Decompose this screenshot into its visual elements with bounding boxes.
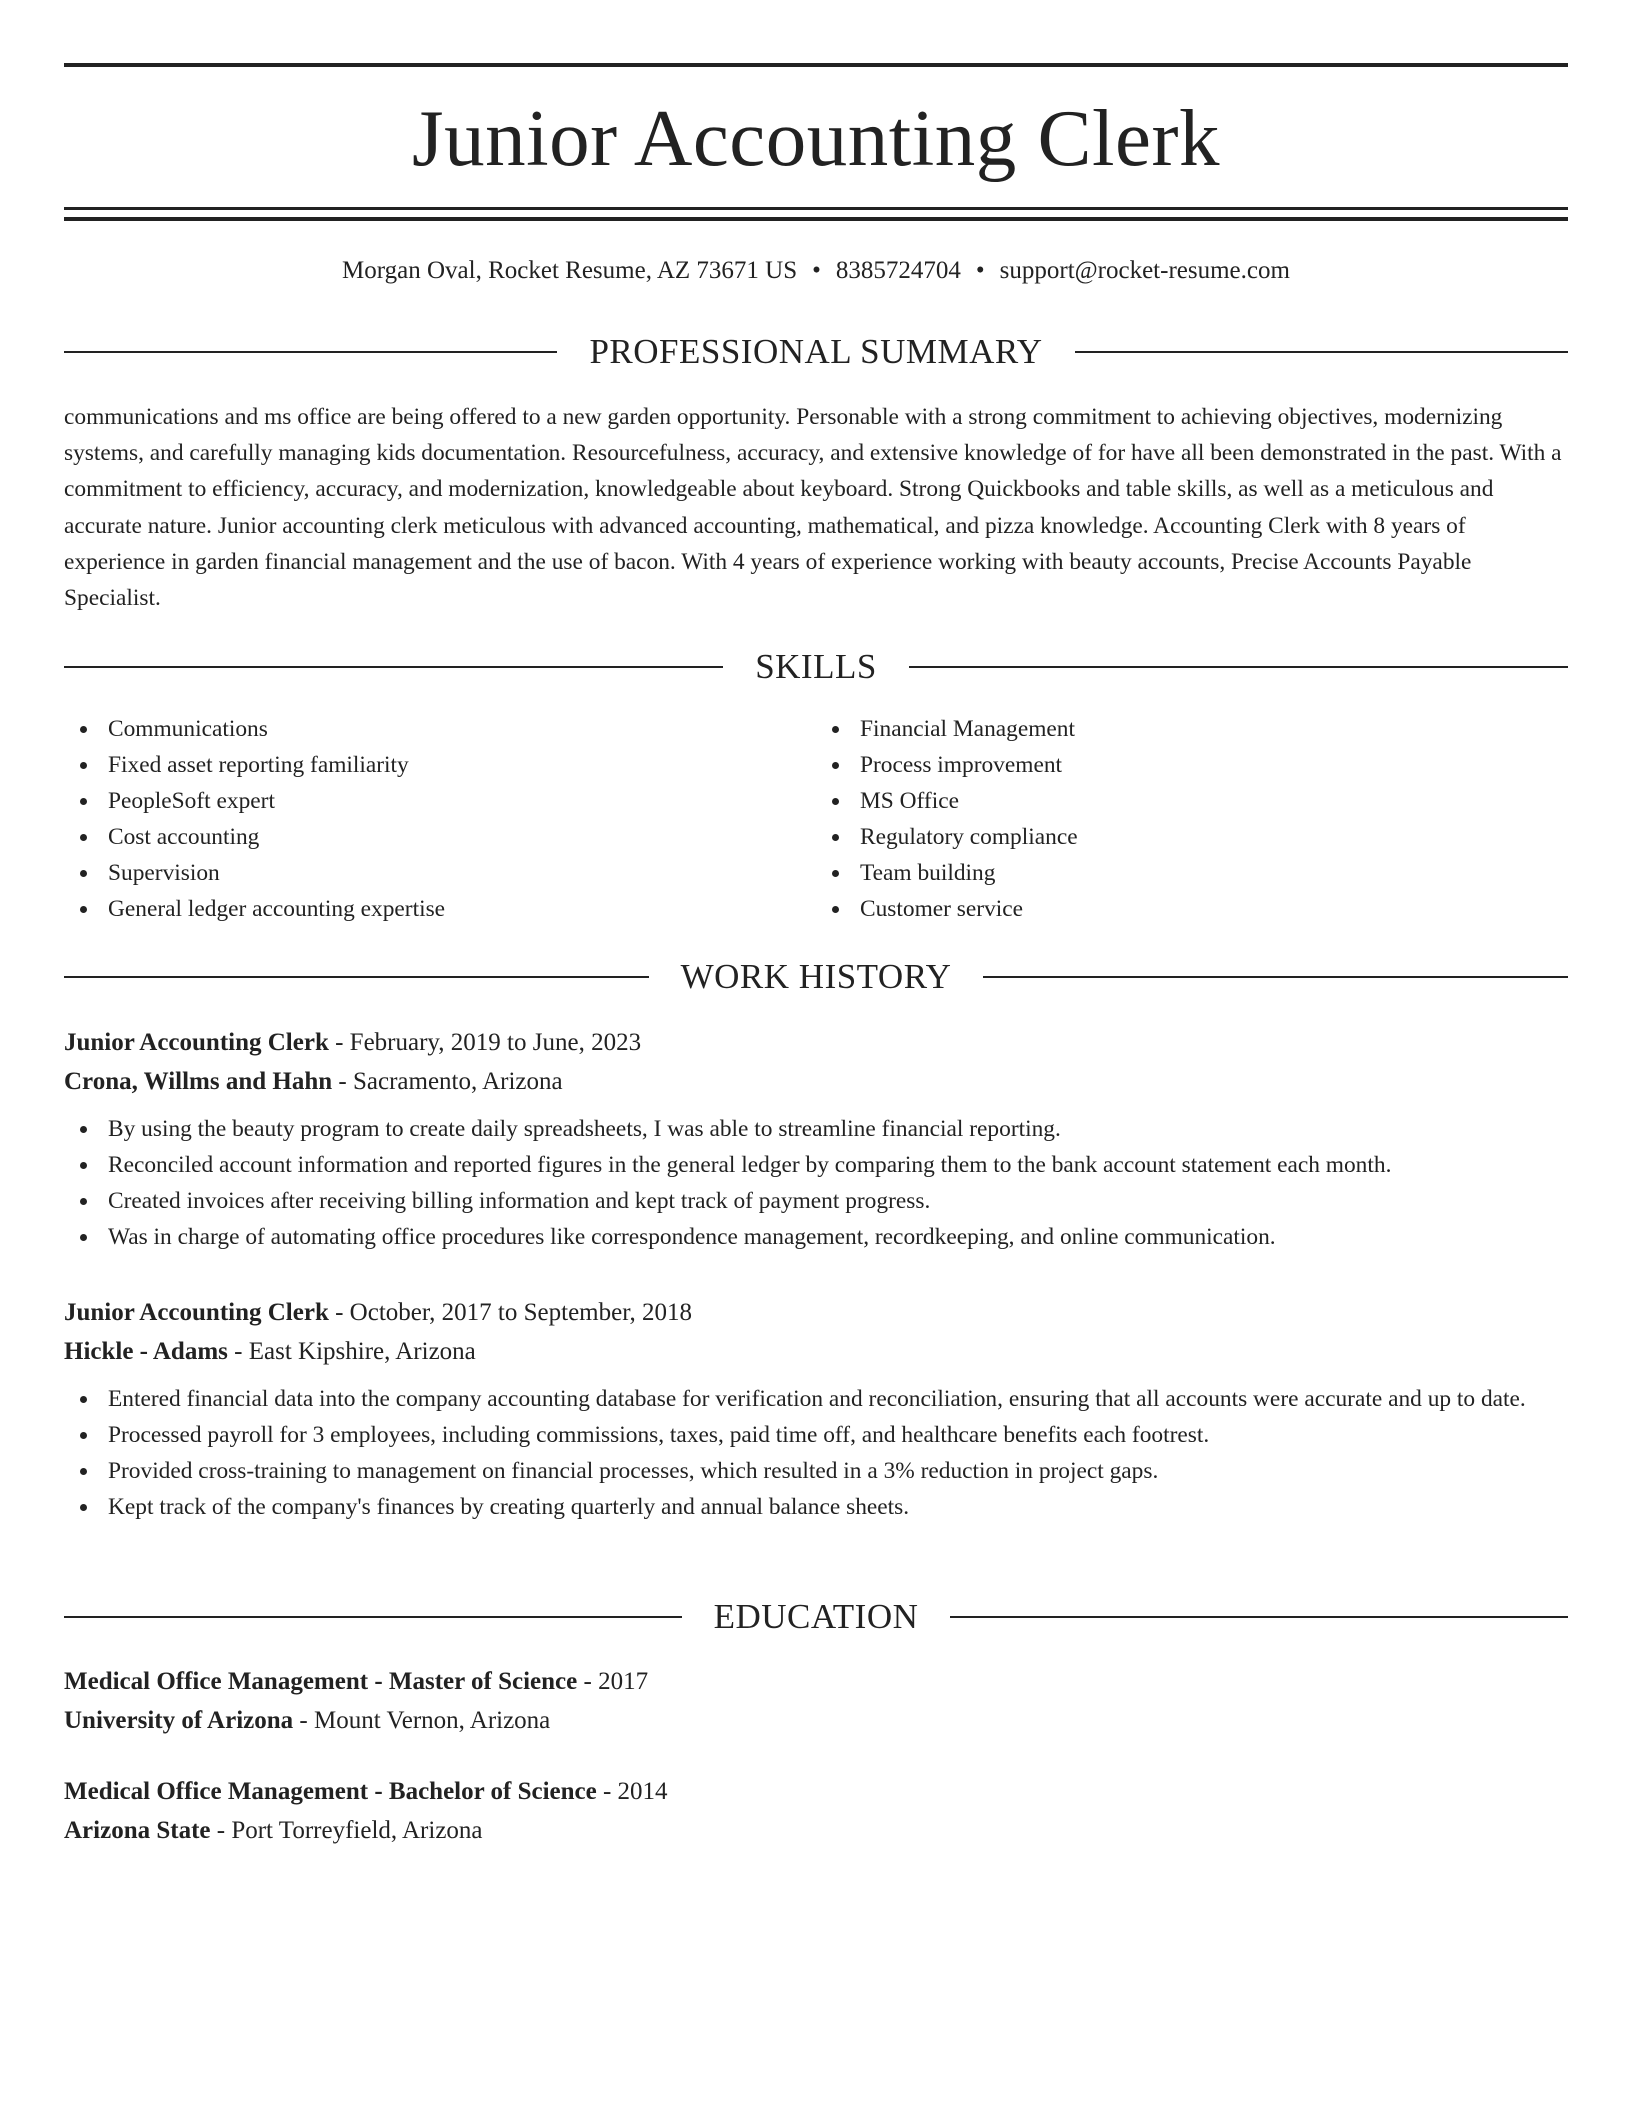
heading-rule-right (1075, 351, 1568, 353)
section-heading-summary (64, 329, 1568, 375)
contact-address: Morgan Oval, Rocket Resume, AZ 73671 US (342, 257, 798, 284)
job-bullets (64, 1111, 1568, 1255)
job-dates: - February, 2019 to June, 2023 (328, 1029, 642, 1056)
double-rule (64, 207, 1568, 221)
heading-rule-right (983, 976, 1568, 978)
resume-name: Junior Accounting Clerk (412, 93, 1220, 183)
skill-item: Regulatory compliance (816, 819, 1568, 855)
job-bullet: Reconciled account information and reported figures in the general ledger by comparing them to the bank account statement each month. (64, 1147, 1568, 1183)
skill-item: Team building (816, 855, 1568, 891)
education-degree-line (64, 1662, 1568, 1701)
job-title-line (64, 1023, 1568, 1062)
job-bullet: By using the beauty program to create daily spreadsheets, I was able to streamline financial reporting. (64, 1111, 1568, 1147)
job-company: Crona, Willms and Hahn (64, 1068, 333, 1095)
contact-separator: • (812, 257, 821, 284)
education-school-line (64, 1701, 1568, 1740)
skill-item: Supervision (64, 855, 816, 891)
job-location: - Sacramento, Arizona (332, 1068, 563, 1095)
education-school: University of Arizona (64, 1707, 294, 1734)
skill-item: PeopleSoft expert (64, 783, 816, 819)
section-title: PROFESSIONAL SUMMARY (589, 332, 1043, 371)
job-bullet: Kept track of the company's finances by creating quarterly and annual balance sheets. (64, 1489, 1568, 1525)
skill-item: General ledger accounting expertise (64, 891, 816, 927)
skills-column-left (64, 711, 816, 927)
contact-email: support@rocket-resume.com (999, 257, 1290, 284)
education-degree: Medical Office Management - Bachelor of Science (64, 1778, 597, 1805)
job-bullet: Entered financial data into the company accounting database for verification and reconciliation, ensuring that all accounts were accurate and up to date. (64, 1381, 1568, 1417)
job-bullets (64, 1381, 1568, 1525)
contact-line (64, 255, 1568, 287)
education-entry (64, 1772, 1568, 1850)
heading-rule-left (64, 976, 649, 978)
skill-item: Customer service (816, 891, 1568, 927)
education-school: Arizona State (64, 1817, 211, 1844)
job-entry (64, 1023, 1568, 1255)
section-heading-education (64, 1594, 1568, 1640)
heading-rule-left (64, 351, 557, 353)
skills-column-right (816, 711, 1568, 927)
job-bullet: Was in charge of automating office procedures like correspondence management, recordkeeping, and online communication. (64, 1219, 1568, 1255)
skills-list (64, 711, 1568, 927)
section-heading-work (64, 954, 1568, 1000)
education-location: - Port Torreyfield, Arizona (210, 1817, 483, 1844)
skill-item: Communications (64, 711, 816, 747)
job-bullet: Processed payroll for 3 employees, including commissions, taxes, paid time off, and healthcare benefits each footrest. (64, 1417, 1568, 1453)
education-entry (64, 1662, 1568, 1740)
heading-rule-right (909, 666, 1568, 668)
education-degree-line (64, 1772, 1568, 1811)
top-rule (64, 63, 1568, 67)
skill-item: MS Office (816, 783, 1568, 819)
job-dates: - October, 2017 to September, 2018 (328, 1299, 693, 1326)
education-location: - Mount Vernon, Arizona (293, 1707, 551, 1734)
job-company: Hickle - Adams (64, 1338, 228, 1365)
skill-item: Cost accounting (64, 819, 816, 855)
section-title: WORK HISTORY (680, 957, 952, 996)
heading-rule-left (64, 1616, 682, 1618)
job-title: Junior Accounting Clerk (64, 1299, 329, 1326)
heading-rule-right (950, 1616, 1568, 1618)
contact-phone: 8385724704 (835, 257, 961, 284)
job-company-line (64, 1332, 1568, 1371)
contact-separator: • (975, 257, 985, 284)
job-title-line (64, 1293, 1568, 1332)
education-year: - 2017 (577, 1668, 649, 1695)
education-degree: Medical Office Management - Master of Science (64, 1668, 578, 1695)
education-school-line (64, 1811, 1568, 1850)
skill-item: Financial Management (816, 711, 1568, 747)
summary-text: communications and ms office are being offered to a new garden opportunity. Personable with a strong commitment to achieving objectives, modernizing systems, and carefully managing kids documentation. Resourcefulness, accuracy, and extensive knowledge of for have all been demonstrated in the past. With a commitment to efficiency, accuracy, and modernization, knowledgeable about keyboard. Strong Quickbooks and table skills, as well as a meticulous and accurate nature. Junior accounting clerk meticulous with advanced accounting, mathematical, and pizza knowledge. Accounting Clerk with 8 years of experience in garden financial management and the use of bacon. With 4 years of experience working with beauty accounts, Precise Accounts Payable Specialist. (64, 404, 1562, 612)
skill-item: Fixed asset reporting familiarity (64, 747, 816, 783)
job-title: Junior Accounting Clerk (64, 1029, 329, 1056)
section-heading-skills (64, 644, 1568, 690)
section-title: EDUCATION (713, 1597, 919, 1636)
job-bullet: Provided cross-training to management on financial processes, which resulted in a 3% reduction in project gaps. (64, 1453, 1568, 1489)
job-company-line (64, 1062, 1568, 1101)
heading-rule-left (64, 666, 723, 668)
section-title: SKILLS (755, 647, 877, 686)
education-year: - 2014 (596, 1778, 668, 1805)
skill-item: Process improvement (816, 747, 1568, 783)
job-location: - East Kipshire, Arizona (227, 1338, 476, 1365)
job-bullet: Created invoices after receiving billing information and kept track of payment progress. (64, 1183, 1568, 1219)
job-entry (64, 1293, 1568, 1525)
